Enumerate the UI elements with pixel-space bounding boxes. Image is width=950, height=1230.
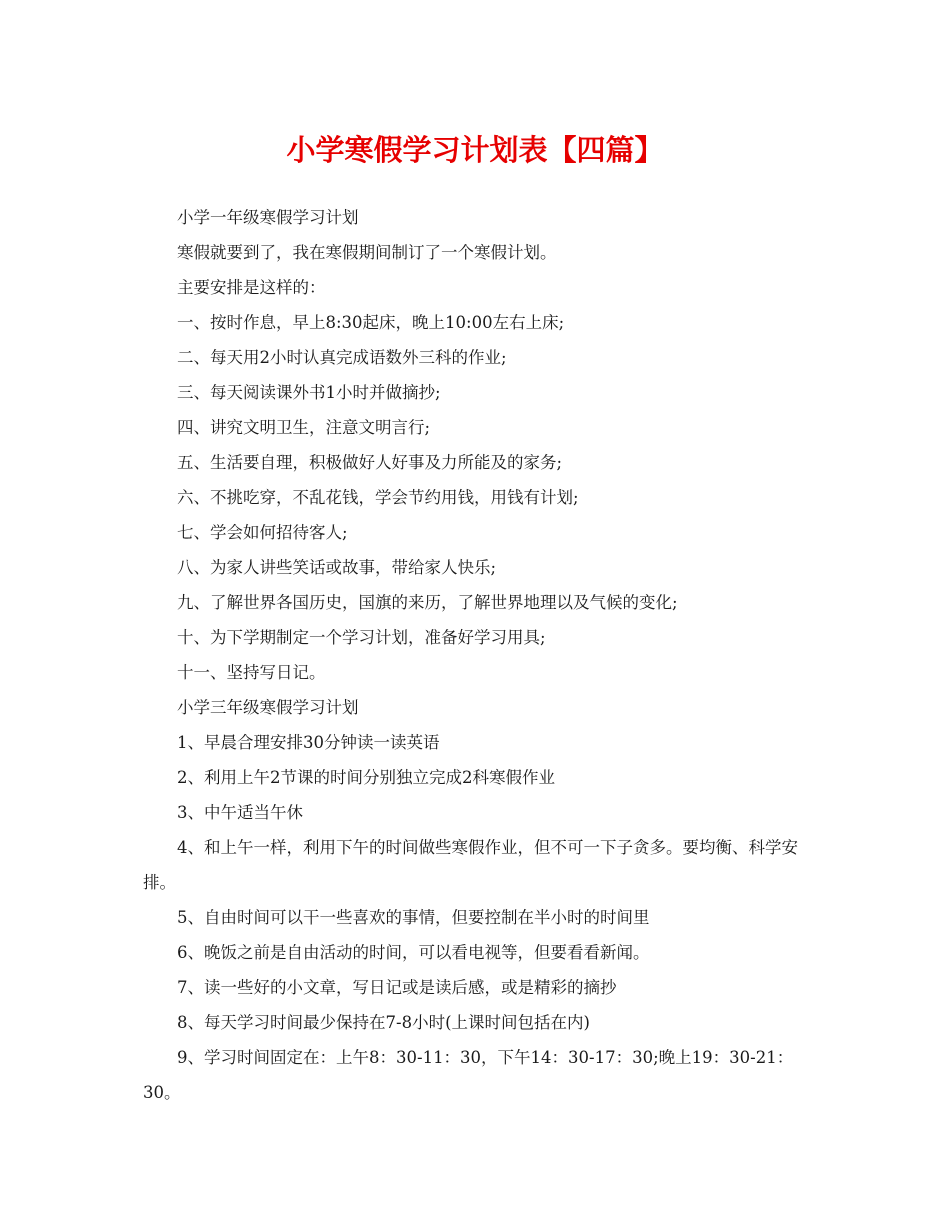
list-item: 十一、坚持写日记。 [177, 663, 326, 682]
list-item: 六、不挑吃穿，不乱花钱，学会节约用钱，用钱有计划; [177, 488, 579, 507]
list-item: 7、读一些好的小文章，写日记或是读后感，或是精彩的摘抄 [177, 978, 617, 997]
list-item: 三、每天阅读课外书1小时并做摘抄; [177, 383, 441, 402]
list-item: 七、学会如何招待客人; [177, 523, 348, 542]
list-item: 十、为下学期制定一个学习计划，准备好学习用具; [177, 628, 546, 647]
paragraph: 小学一年级寒假学习计划 [177, 208, 359, 227]
list-item: 5、自由时间可以干一些喜欢的事情，但要控制在半小时的时间里 [177, 908, 650, 927]
paragraph: 主要安排是这样的： [177, 278, 326, 297]
list-item: 8、每天学习时间最少保持在7-8小时(上课时间包括在内) [177, 1013, 590, 1032]
list-item: 二、每天用2小时认真完成语数外三科的作业; [177, 348, 507, 367]
list-item: 九、了解世界各国历史，国旗的来历，了解世界地理以及气候的变化; [177, 593, 678, 612]
document-title: 小学寒假学习计划表【四篇】 [286, 133, 664, 167]
list-item: 3、中午适当午休 [177, 803, 303, 822]
document-body [143, 200, 808, 1110]
list-item: 八、为家人讲些笑话或故事，带给家人快乐; [177, 558, 497, 577]
list-item: 6、晚饭之前是自由活动的时间，可以看电视等，但要看看新闻。 [177, 943, 650, 962]
list-item: 一、按时作息，早上8:30起床，晚上10:00左右上床; [177, 313, 565, 332]
list-item: 4、和上午一样，利用下午的时间做些寒假作业，但不可一下子贪多。要均衡、科学安排。 [143, 838, 798, 892]
paragraph: 寒假就要到了，我在寒假期间制订了一个寒假计划。 [177, 243, 557, 262]
list-item: 9、学习时间固定在：上午8：30-11：30，下午14：30-17：30;晚上19：30-21：30。 [143, 1048, 794, 1102]
list-item: 五、生活要自理，积极做好人好事及力所能及的家务; [177, 453, 563, 472]
list-item: 四、讲究文明卫生，注意文明言行; [177, 418, 431, 437]
section-heading: 小学三年级寒假学习计划 [177, 698, 359, 717]
list-item: 2、利用上午2节课的时间分别独立完成2科寒假作业 [177, 768, 555, 787]
list-item: 1、早晨合理安排30分钟读一读英语 [177, 733, 440, 752]
